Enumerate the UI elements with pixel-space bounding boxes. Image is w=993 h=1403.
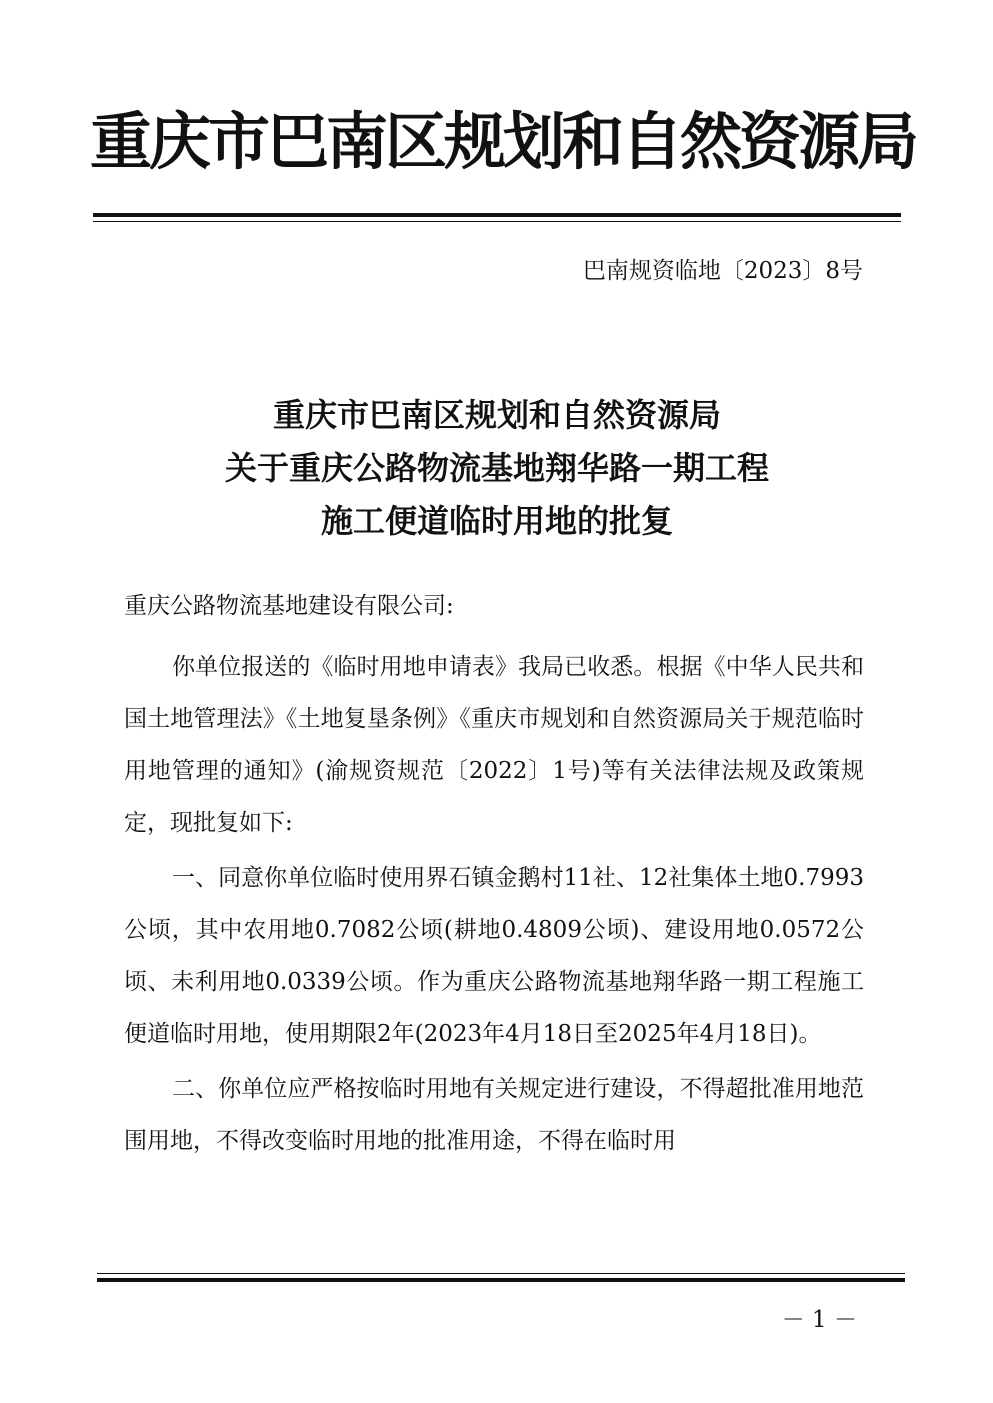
- title-line-3: 施工便道临时用地的批复: [320, 502, 673, 540]
- document-title: [93, 389, 901, 548]
- document-number: 巴南规资临地〔2023〕8号: [582, 258, 863, 284]
- body-paragraph: 你单位报送的《临时用地申请表》我局已收悉。根据《中华人民共和国土地管理法》《土地复垦条例》《重庆市规划和自然资源局关于规范临时用地管理的通知》(渝规资规范〔2022〕1号)等有关法律法规及政策规定，现批复如下:: [124, 654, 864, 836]
- header-rule-thin: [93, 221, 901, 222]
- body-paragraph: 二、你单位应严格按临时用地有关规定进行建设，不得超批准用地范围用地，不得改变临时用地的批准用途，不得在临时用: [124, 1076, 864, 1154]
- title-line-2: 关于重庆公路物流基地翔华路一期工程: [224, 449, 769, 487]
- page-number: － 1 －: [781, 1307, 857, 1333]
- header-rule-thick: [93, 213, 901, 217]
- footer-rule-thick: [97, 1278, 905, 1282]
- title-line-1: 重庆市巴南区规划和自然资源局: [272, 396, 721, 434]
- document-body: [124, 641, 864, 1170]
- body-paragraph: 一、同意你单位临时使用界石镇金鹅村11社、12社集体土地0.7993公顷，其中农用地0.7082公顷(耕地0.4809公顷)、建设用地0.0572公顷、未利用地0.0339公顷。作为重庆公路物流基地翔华路一期工程施工便道临时用地，使用期限2年(2023年4月18日至2025年4月18日)。: [124, 865, 864, 1047]
- footer-rule-thin: [97, 1273, 905, 1274]
- salutation: 重庆公路物流基地建设有限公司:: [124, 593, 454, 619]
- agency-header: 重庆市巴南区规划和自然资源局: [90, 105, 917, 178]
